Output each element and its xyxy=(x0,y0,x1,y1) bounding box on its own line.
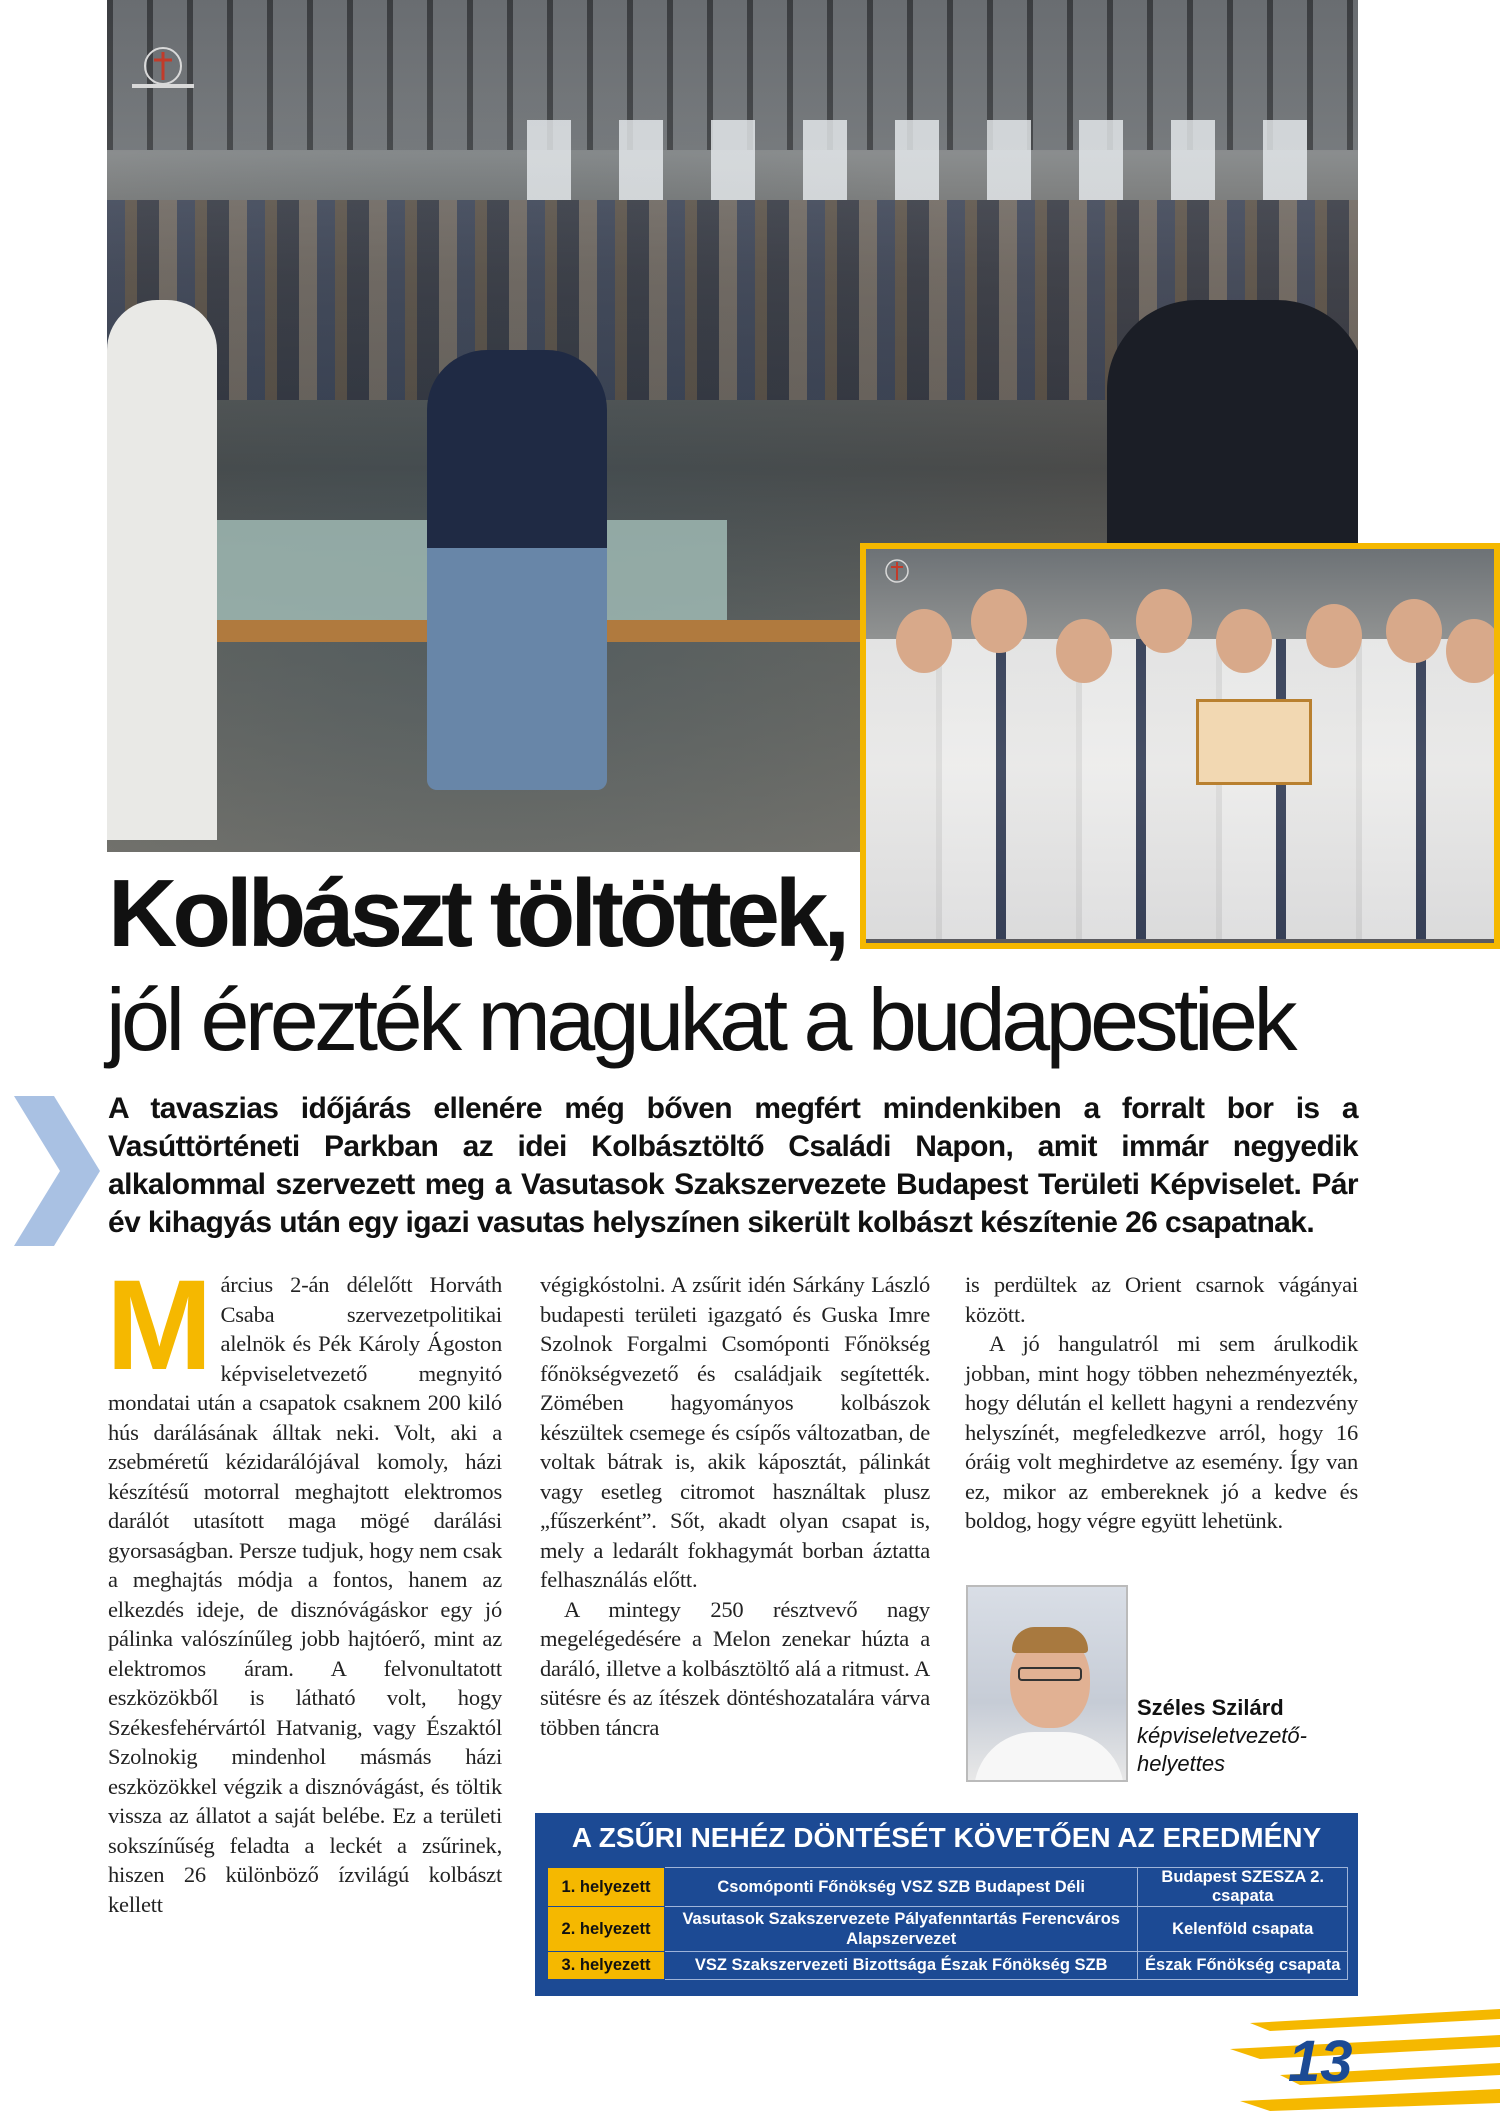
placement-label: 3. helyezett xyxy=(548,1952,665,1980)
results-table xyxy=(547,1867,1348,1980)
organization-cell: VSZ Szakszervezeti Bizottsága Észak Főnökség SZB xyxy=(665,1952,1138,1980)
results-title: A ZSŰRI NEHÉZ DÖNTÉSÉT KÖVETŐEN AZ EREDMÉNY xyxy=(571,1822,1322,1853)
portrait-photo xyxy=(966,1585,1128,1782)
table-row xyxy=(548,1868,1348,1907)
winning-team-photo xyxy=(860,543,1500,949)
team-cell: Észak Főnökség csapata xyxy=(1138,1952,1348,1980)
headline-line-1: Kolbászt töltöttek, xyxy=(108,860,845,967)
page-number: 13 xyxy=(1288,2029,1353,2094)
table-row xyxy=(548,1907,1348,1952)
lead-paragraph: A tavaszias időjárás ellenére még bőven megfért mindenkiben a forralt bor is a Vasúttörténeti Parkban az idei Kolbásztöltő Családi Napon, amit immár negyedik alkalommal szervezett meg a Vasutasok Szakszervezete Budapest Területi Képviselet. Pár év kihagyás után egy igazi vasutas helyszínen sikerült kolbászt készítenie 26 csapatnak. xyxy=(108,1092,1358,1239)
union-logo-icon xyxy=(875,556,919,590)
placement-label: 2. helyezett xyxy=(548,1907,665,1952)
chevron-right-icon xyxy=(14,1096,100,1246)
article-paragraph: árcius 2-án délelőtt Horváth Csaba szervezetpolitikai alelnök és Pék Károly Ágoston képviseletvezető megnyitó mondatai után a csapatok csaknem 200 kiló hús darálásának álltak neki. Volt, aki a zsebméretű kézidarálójával komoly, házi készítésű motorral meghajtott elektromos darálót utasított maga mögé darálási gyorsaságban. Persze tudjuk, hogy nem csak a meghajtás módja a fontos, hanem az elkezdés ideje, de disznóvágáskor egy jó pálinka valószínűleg jobb hajtóerő, mint az elektromos áram. A felvonultatott eszközökből is látható volt, hogy Székesfehérvártól Hatvanig, vagy Északtól Szolnokig mindenhol másmás házi eszközökkel végzik a disznóvágást, és töltik vissza az állatot a saját belébe. Ez a területi sokszínűség feladta a leckét a zsűrinek, hiszen 26 különböző ízvilágú kolbászt kellett xyxy=(108,1272,502,1917)
article-column-2 xyxy=(540,1270,930,1742)
page-number-stripes xyxy=(1230,2005,1500,2121)
portrait-caption-role: képviseletvezető-helyettes xyxy=(1137,1723,1307,1776)
portrait-caption-name: Széles Szilárd xyxy=(1137,1695,1284,1720)
organization-cell: Vasutasok Szakszervezete Pályafenntartás Ferencváros Alapszervezet xyxy=(665,1907,1138,1952)
team-cell: Budapest SZESZA 2. csapata xyxy=(1138,1868,1348,1907)
table-row xyxy=(548,1952,1348,1980)
union-logo-icon xyxy=(128,42,198,94)
article-paragraph: A mintegy 250 résztvevő nagy megelégedésére a Melon zenekar húzta a daráló, illetve a kolbásztöltő alá a ritmust. A sütésre és az ítészek döntéshozatalára várva többen táncra xyxy=(540,1596,930,1740)
article-paragraph: is perdültek az Orient csarnok vágányai között. xyxy=(965,1272,1358,1327)
organization-cell: Csomóponti Főnökség VSZ SZB Budapest Déli xyxy=(665,1868,1138,1907)
article-column-3 xyxy=(965,1270,1358,1536)
headline-line-2: jól érezték magukat a budapestiek xyxy=(106,970,1293,1069)
team-cell: Kelenföld csapata xyxy=(1138,1907,1348,1952)
article-column-1 xyxy=(106,1254,502,1919)
placement-label: 1. helyezett xyxy=(548,1868,665,1907)
article-paragraph: végigkóstolni. A zsűrit idén Sárkány László budapesti területi igazgató és Guska Imre Szolnok Forgalmi Csomóponti Főnökség főnökségvezető és családjaik segítették. Zömében hagyományos kolbászok készültek csemege és csípős változatban, de voltak bátrak is, akik káposztát, pálinkát vagy esetleg citromot használtak plusz „fűszerként”. Sőt, akadt olyan csapat is, mely a ledarált fokhagymát borban áztatta felhasználás előtt. xyxy=(540,1272,930,1592)
drop-cap: M xyxy=(106,1254,213,1397)
article-paragraph: A jó hangulatról mi sem árulkodik jobban, mint hogy többen nehezményezték, hogy délután el kellett hagyni a rendezvény helyszínét, megfeledkezve arról, hogy 16 óráig volt meghirdetve az esemény. Így van ez, mikor az embereknek jó a kedve és boldog, hogy végre együtt lehetünk. xyxy=(965,1331,1358,1533)
